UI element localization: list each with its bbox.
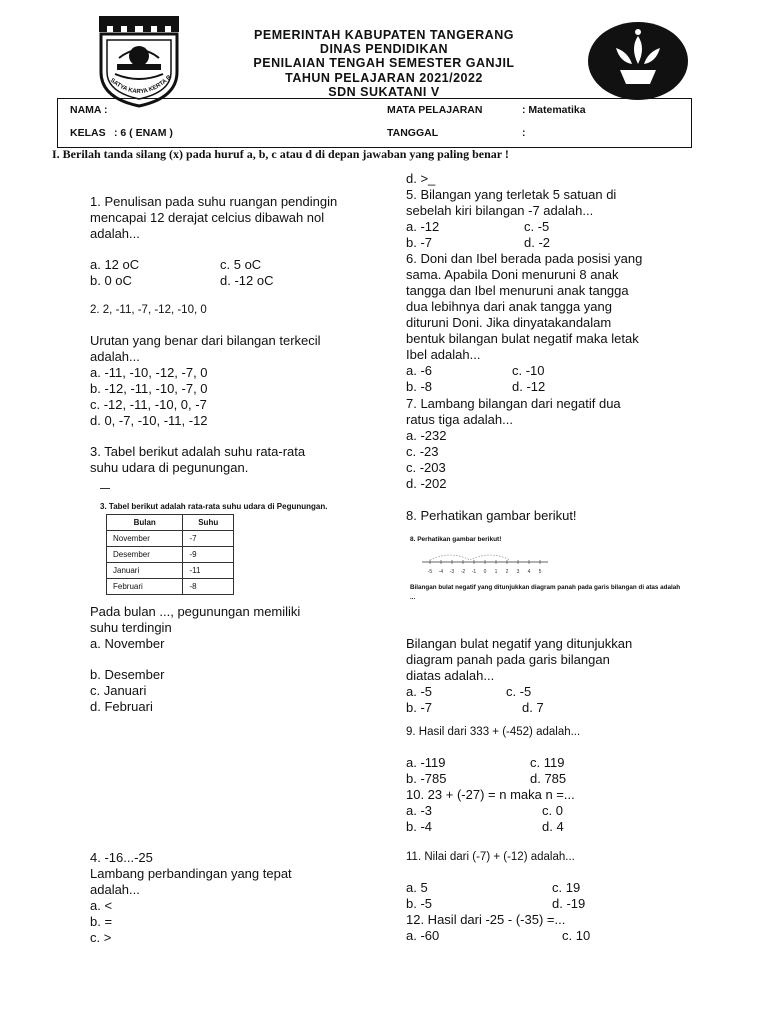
question-9: 9. Hasil dari 333 + (-452) adalah... <box>406 726 581 738</box>
header-line: TAHUN PELAJARAN 2021/2022 <box>285 70 483 85</box>
question-3-options: b. Desember c. Januari d. Februari <box>90 667 165 714</box>
table-caption: 3. Tabel berikut adalah rata-rata suhu udara di Pegunungan. <box>100 502 328 511</box>
number-line-label: -3 <box>449 569 455 575</box>
figure-caption: 8. Perhatikan gambar berikut! <box>410 536 502 543</box>
logo-ring-text: SATYA KARYA KERTA R <box>108 74 173 96</box>
table-row: Desember -9 <box>107 547 234 563</box>
option: b. 0 oC <box>90 273 132 288</box>
option: a. 12 oC <box>90 257 140 272</box>
table-header: Suhu <box>183 515 234 531</box>
question-9-options: a. -119 c. 119 b. -785 d. 785 <box>406 755 567 786</box>
number-line-label: -2 <box>460 569 466 575</box>
question-1: 1. Penulisan pada suhu ruangan pendingin mencapai 12 derajat celcius dibawah nol adalah... <box>90 194 338 241</box>
number-line-label: 4 <box>527 569 531 575</box>
question-11: 11. Nilai dari (-7) + (-12) adalah... <box>406 851 575 863</box>
question-12: 12. Hasil dari -25 - (-35) =... a. -60 c. 10 <box>406 912 591 943</box>
number-line-label: 5 <box>538 569 542 575</box>
question-3-continued: Pada bulan ..., pegunungan memiliki suhu terdingin a. November <box>90 604 301 651</box>
table-header: Bulan <box>107 515 183 531</box>
question-7: 7. Lambang bilangan dari negatif dua ratus tiga adalah... a. -232 c. -23 c. -203 d. -202 <box>406 396 621 491</box>
question-8-text: Bilangan bulat negatif yang ditunjukkan diagram panah pada garis bilangan diatas adalah... a. -5 c. -5 b. -7 d. 7 <box>406 636 633 715</box>
figure-question-text: Bilangan bulat negatif yang ditunjukkan diagram panah pada garis bilangan di atas adalah <box>410 584 681 591</box>
number-line-label: 2 <box>505 569 509 575</box>
number-line-label: -1 <box>471 569 477 575</box>
kelas-value: : 6 ( ENAM ) <box>114 127 173 139</box>
table-row: November -7 <box>107 531 234 547</box>
question-1-options <box>90 257 273 289</box>
table-row: Februari -8 <box>107 579 234 595</box>
number-line-label: 3 <box>516 569 520 575</box>
number-line-svg <box>420 548 550 578</box>
question-8: 8. Perhatikan gambar berikut! <box>406 508 577 523</box>
tanggal-label: TANGGAL <box>387 127 439 139</box>
header-line: PEMERINTAH KABUPATEN TANGERANG <box>254 28 514 42</box>
question-10: 10. 23 + (-27) = n maka n =... a. -3 c. 0 b. -4 d. 4 <box>406 787 575 834</box>
question-2-head: 2. 2, -11, -7, -12, -10, 0 <box>90 304 207 316</box>
table-row: Januari -11 <box>107 563 234 579</box>
question-5: 5. Bilangan yang terletak 5 satuan di sebelah kiri bilangan -7 adalah... a. -12 c. -5 b. -7 d. -2 <box>406 187 617 250</box>
question-6: 6. Doni dan Ibel berada pada posisi yang sama. Apabila Doni menuruni 8 anak tangga dan Ibel menuruni anak tangga dua lebihnya dari anak tangga yang dituruni Doni. Jika dinyatakandalam bentuk bilangan bulat negatif maka letak Ibel adalah... a. -6 c. -10 b. -8 d. -12 <box>406 251 643 394</box>
number-line-figure <box>406 530 706 610</box>
number-line-label: -4 <box>438 569 444 575</box>
kabupaten-tangerang-logo <box>95 12 183 108</box>
number-line-label: -5 <box>427 569 433 575</box>
document-header <box>200 28 568 99</box>
temperature-table-figure <box>96 488 331 598</box>
mapel-value: : Matematika <box>522 104 586 116</box>
number-line-label: 1 <box>494 569 498 575</box>
question-2: Urutan yang benar dari bilangan terkecil adalah... a. -11, -10, -12, -7, 0 b. -12, -11, -10, -7, 0 c. -12, -11, -10, 0, -7 d. 0, -7, -10, -11, -12 <box>90 333 321 428</box>
temperature-table <box>106 514 234 595</box>
tanggal-value: : <box>522 127 526 139</box>
header-line: PENILAIAN TENGAH SEMESTER GANJIL <box>253 56 515 71</box>
tut-wuri-handayani-logo <box>586 20 690 102</box>
header-line: SDN SUKATANI V <box>328 84 440 99</box>
mapel-label: MATA PELAJARAN <box>387 104 483 116</box>
question-4: 4. -16...-25 Lambang perbandingan yang tepat adalah... a. < b. = c. > <box>90 850 292 945</box>
question-3: 3. Tabel berikut adalah suhu rata-rata suhu udara di pegunungan. <box>90 444 306 475</box>
figure-dots: ... <box>410 594 416 601</box>
option: d. -12 oC <box>220 273 274 288</box>
question-4-option-d: d. >_ <box>406 171 436 186</box>
student-info-box <box>57 98 692 148</box>
question-11-options: a. 5 c. 19 b. -5 d. -19 <box>406 880 586 911</box>
header-line: DINAS PENDIDIKAN <box>319 42 449 57</box>
nama-label: NAMA : <box>70 104 108 116</box>
number-line-label: 0 <box>483 569 487 575</box>
kelas-label: KELAS <box>70 127 106 139</box>
option: c. 5 oC <box>220 257 262 272</box>
instruction-text: I. Berilah tanda silang (x) pada huruf a, b, c atau d di depan jawaban yang paling benar ! <box>52 147 509 161</box>
